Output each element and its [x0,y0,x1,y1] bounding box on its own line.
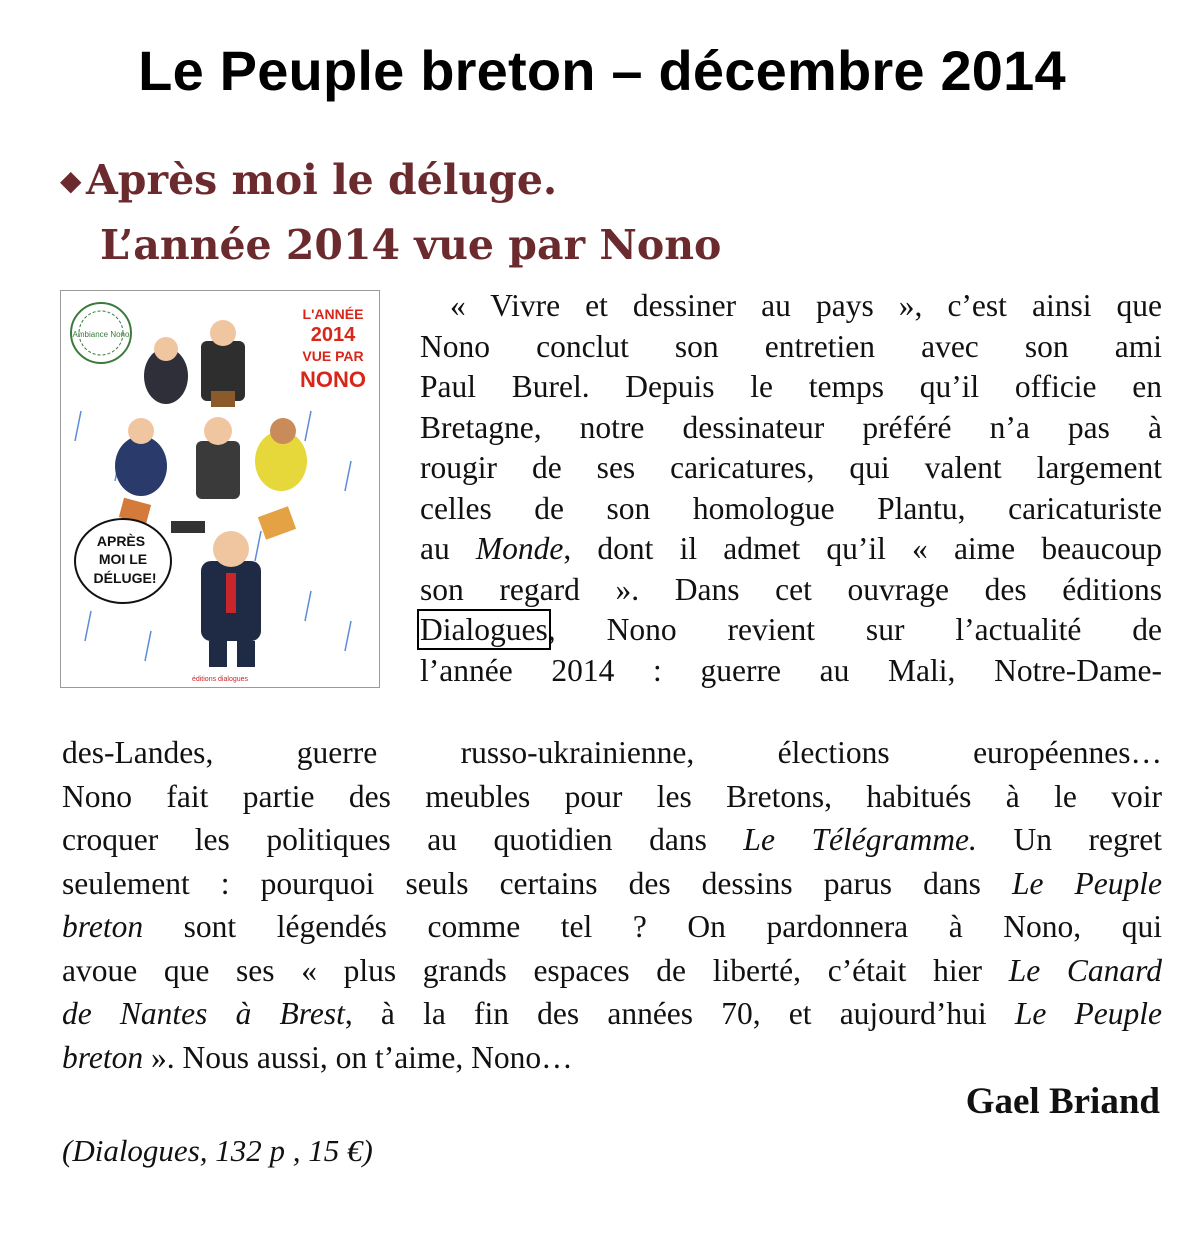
diamond-bullet-icon: ◆ [60,164,82,197]
text-run: Un regret [976,822,1162,857]
body-line: son regard ». Dans cet ouvrage des éditions [420,571,1162,607]
body-line [62,862,1162,906]
body-line [62,818,1162,862]
body-line [420,529,1162,570]
body-line: Paul Burel. Depuis le temps qu’il officie en [420,369,1162,404]
body-line: l’année 2014 : guerre au Mali, Notre-Dame- [420,652,1162,688]
body-line [62,1036,1162,1080]
text-run: seulement : pourquoi seuls certains des dessins parus dans [62,865,1012,901]
book-cover-image [60,290,380,688]
text-run: , à la fin des années 70, et aujourd’hui [344,996,1015,1031]
italic-title: de Nantes à Brest [62,996,345,1031]
text-run: avoue que ses « plus grands espaces de liberté, c’était hier [62,952,1009,988]
stamp-text: Ambiance Nono [72,330,130,339]
text-run: , dont il admet qu’il « aime beaucoup [563,531,1163,566]
svg-text:NONO: NONO [300,367,366,392]
body-line: celles de son homologue Plantu, caricaturiste [420,490,1162,526]
body-line: Nono fait partie des meubles pour les Bretons, habitués à le voir [62,778,1162,814]
text-run: croquer les politiques au quotidien dans [62,822,744,857]
italic-title: Le Peuple [1011,865,1162,901]
headline-line-2: L’année 2014 vue par Nono [100,221,722,269]
svg-text:APRÈS: APRÈS [96,533,146,549]
text-run: , Nono revient sur l’actualité de [547,612,1162,647]
body-line: des-Landes, guerre russo-ukrainienne, élections européennes… [62,735,1162,770]
falling-politicians-illustration [115,320,307,540]
corner-stamp [71,303,131,363]
body-line [62,992,1162,1036]
italic-title: Le Télégramme. [743,822,977,857]
cover-publisher: éditions dialogues [191,676,249,683]
italic-title: breton [62,1039,144,1075]
body-line: Nono conclut son entretien avec son ami [420,328,1162,364]
italic-title: Le Canard [1008,952,1162,988]
body-line [62,949,1162,993]
text-run: sont légendés comme tel ? On pardonnera à Nono, qui [143,909,1162,944]
italic-title: Monde [475,531,564,566]
article-body-wide [62,731,1162,1079]
italic-title: Le Peuple [1014,996,1162,1031]
author-signature: Gael Briand [965,1081,1160,1122]
headline-line-1 [60,148,721,213]
highlighted-publisher: Dialogues [420,612,548,647]
svg-text:DÉLUGE!: DÉLUGE! [93,570,157,586]
body-line [62,905,1162,949]
headline-text-1: Après moi le déluge. [86,156,558,204]
text-run: au [420,531,476,566]
svg-text:2014: 2014 [310,324,356,346]
speech-bubble [75,519,171,603]
text-run: ». Nous aussi, on t’aime, Nono… [143,1039,573,1075]
article-headline [60,148,721,277]
italic-title: breton [62,909,144,944]
book-reference-footnote: (Dialogues, 132 p , 15 €) [62,1133,373,1168]
standing-figure-illustration [201,531,261,667]
article-body-column [420,286,1162,691]
cover-title [300,306,366,392]
svg-text:VUE PAR: VUE PAR [302,348,364,364]
svg-text:L'ANNÉE: L'ANNÉE [302,306,364,322]
body-line: « Vivre et dessiner au pays », c’est ainsi que [450,288,1162,323]
body-line [420,610,1162,651]
page-title: Le Peuple breton – décembre 2014 [138,39,1066,102]
svg-text:MOI LE: MOI LE [98,551,148,567]
body-line: rougir de ses caricatures, qui valent largement [420,450,1162,485]
body-line: Bretagne, notre dessinateur préféré n’a pas à [420,409,1162,445]
